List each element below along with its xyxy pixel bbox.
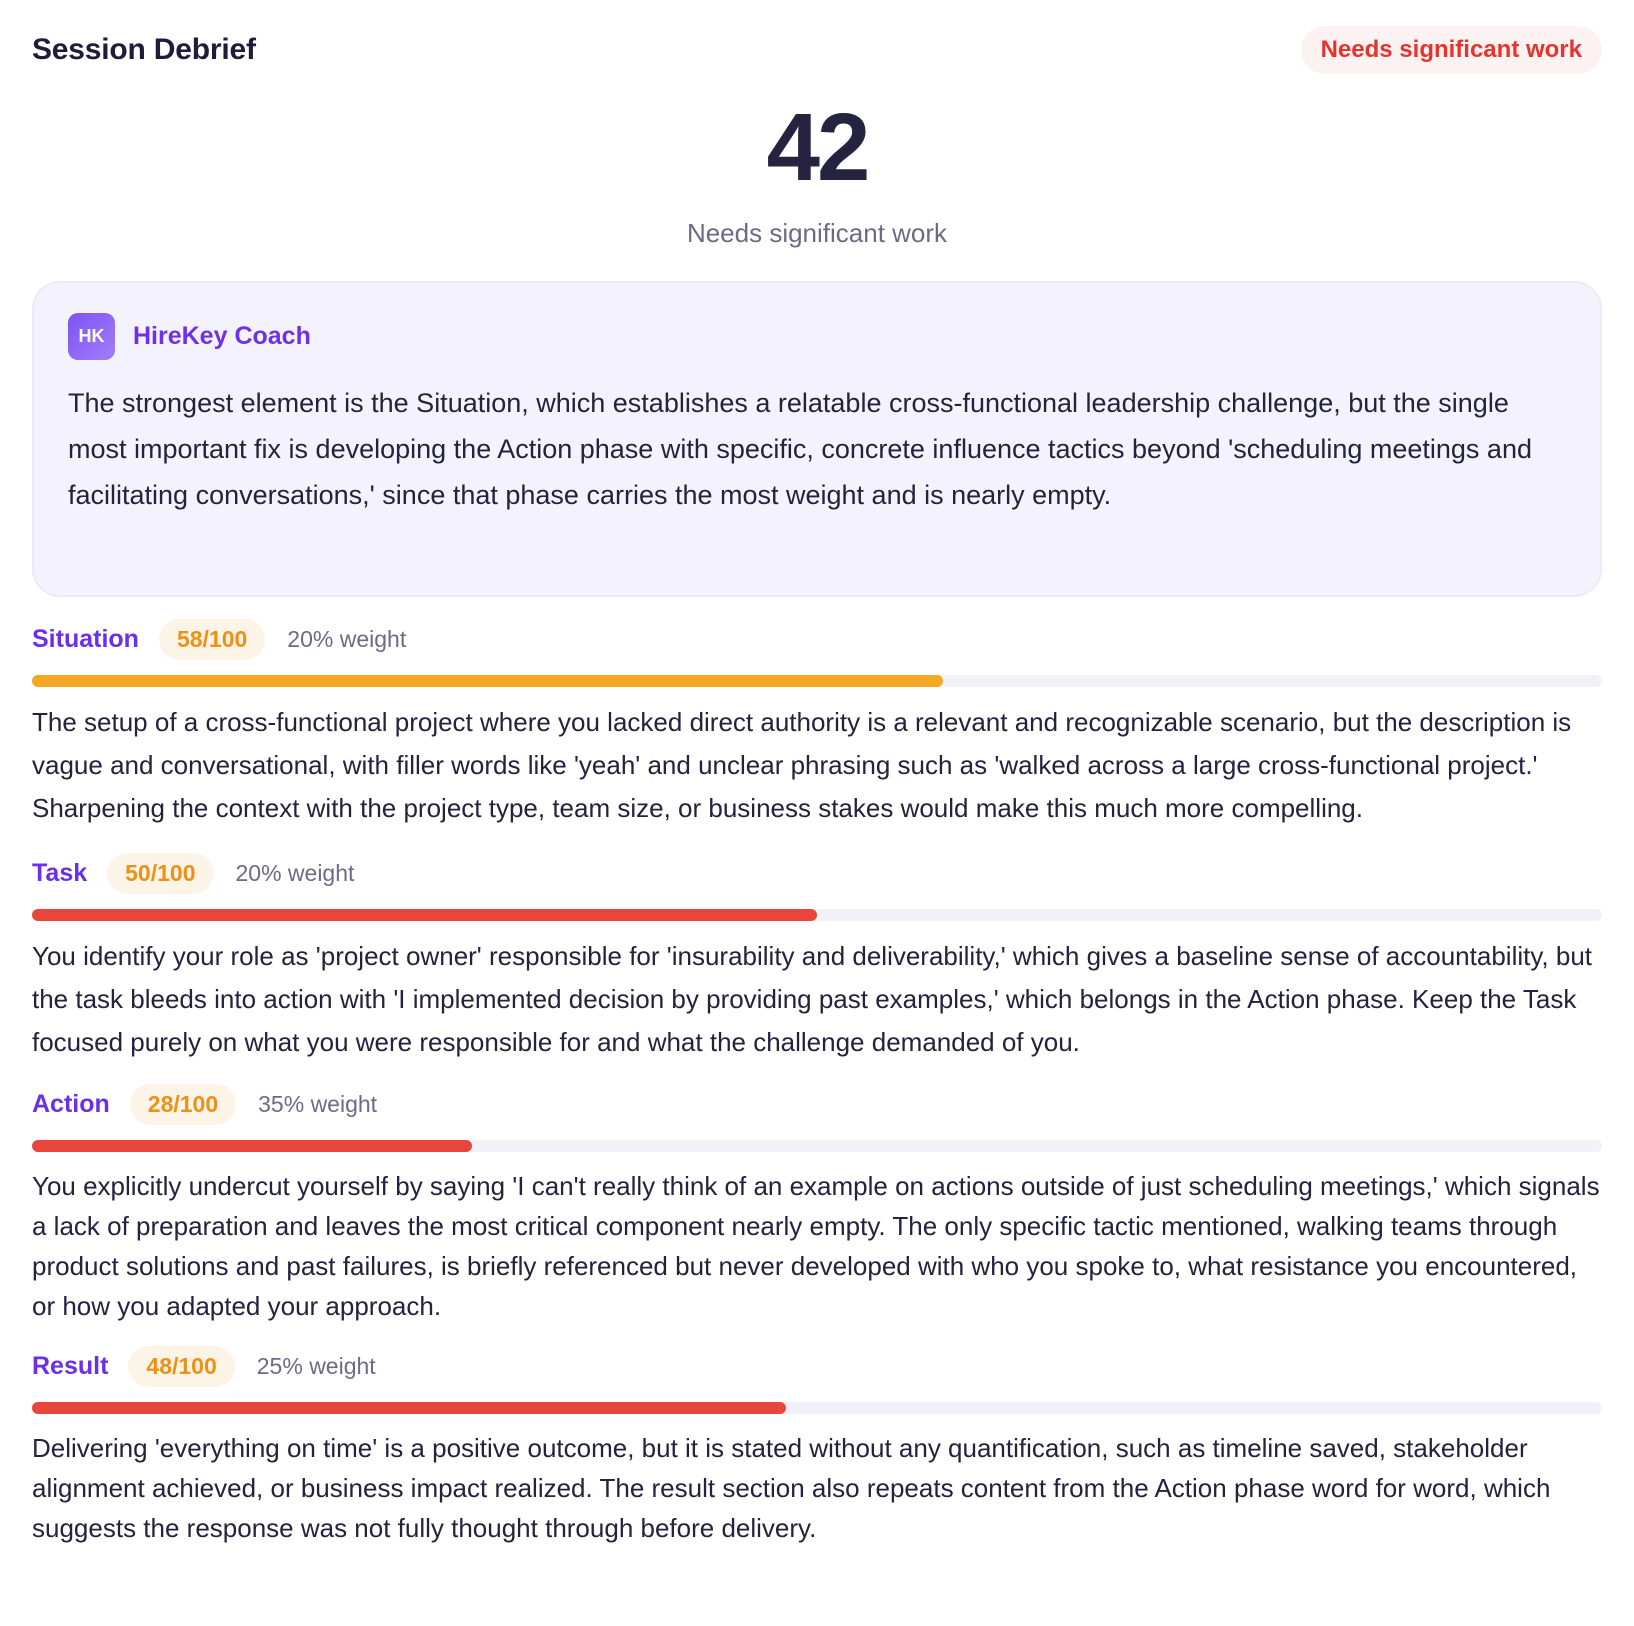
section-header — [32, 847, 1602, 899]
section-result — [32, 1340, 1602, 1548]
section-weight: 35% weight — [258, 1090, 378, 1117]
progress-fill — [32, 909, 817, 921]
coach-summary-card — [32, 281, 1602, 597]
section-weight: 20% weight — [287, 625, 407, 652]
section-header — [32, 613, 1602, 665]
score-value: 42 — [766, 94, 868, 201]
section-weight: 25% weight — [256, 1352, 376, 1379]
progress-track — [32, 1140, 1602, 1152]
coach-name: HireKey Coach — [133, 322, 311, 350]
progress-track — [32, 1402, 1602, 1414]
section-score-badge: 28/100 — [130, 1084, 236, 1125]
section-task — [32, 847, 1602, 1064]
progress-fill — [32, 675, 943, 687]
section-name: Task — [32, 858, 88, 887]
progress-fill — [32, 1140, 472, 1152]
status-badge: Needs significant work — [1301, 26, 1602, 74]
section-score-badge: 50/100 — [107, 853, 213, 894]
section-feedback: You explicitly undercut yourself by saying 'I can't really think of an example on actions outside of just scheduling meetings,' which signals a lack of preparation and leaves the most critical component nearly empty. The only specific tactic mentioned, walking teams through product solutions and past failures, is briefly referenced but never developed with who you spoke to, what resistance you encountered, or how you adapted your approach. — [32, 1171, 1600, 1321]
page-title: Session Debrief — [32, 33, 256, 66]
section-name: Result — [32, 1351, 109, 1380]
section-score-badge: 48/100 — [128, 1346, 234, 1387]
section-name: Situation — [32, 624, 139, 653]
progress-fill — [32, 1402, 786, 1414]
coach-header — [68, 313, 1566, 360]
section-header — [32, 1340, 1602, 1392]
score-label: Needs significant work — [686, 218, 948, 248]
section-score-badge: 58/100 — [159, 619, 265, 660]
progress-track — [32, 675, 1602, 687]
header — [32, 0, 1602, 100]
section-situation — [32, 613, 1602, 830]
section-weight: 20% weight — [235, 859, 355, 886]
section-feedback: Delivering 'everything on time' is a positive outcome, but it is stated without any quantification, such as timeline saved, stakeholder alignment achieved, or business impact realized. The result section also repeats content from the Action phase word for word, which suggests the response was not fully thought through before delivery. — [32, 1433, 1551, 1543]
coach-message: The strongest element is the Situation, which establishes a relatable cross-functional leadership challenge, but the single most important fix is developing the Action phase with specific, concrete influence tactics beyond 'scheduling meetings and facilitating conversations,' since that phase carries the most weight and is nearly empty. — [68, 388, 1532, 510]
progress-track — [32, 909, 1602, 921]
section-header — [32, 1078, 1602, 1130]
section-name: Action — [32, 1089, 110, 1118]
section-action — [32, 1078, 1602, 1326]
overall-score — [32, 94, 1602, 249]
section-feedback: You identify your role as 'project owner' responsible for 'insurability and deliverability,' which gives a baseline sense of accountability, but the task bleeds into action with 'I implemented decision by providing past examples,' which belongs in the Action phase. Keep the Task focused purely on what you were responsible for and what the challenge demanded of you. — [32, 941, 1592, 1057]
coach-avatar: HK — [68, 313, 115, 360]
section-feedback: The setup of a cross-functional project where you lacked direct authority is a relevant and recognizable scenario, but the description is vague and conversational, with filler words like 'yeah' and unclear phrasing such as 'walked across a large cross-functional project.' Sharpening the context with the project type, team size, or business stakes would make this much more compelling. — [32, 707, 1572, 823]
